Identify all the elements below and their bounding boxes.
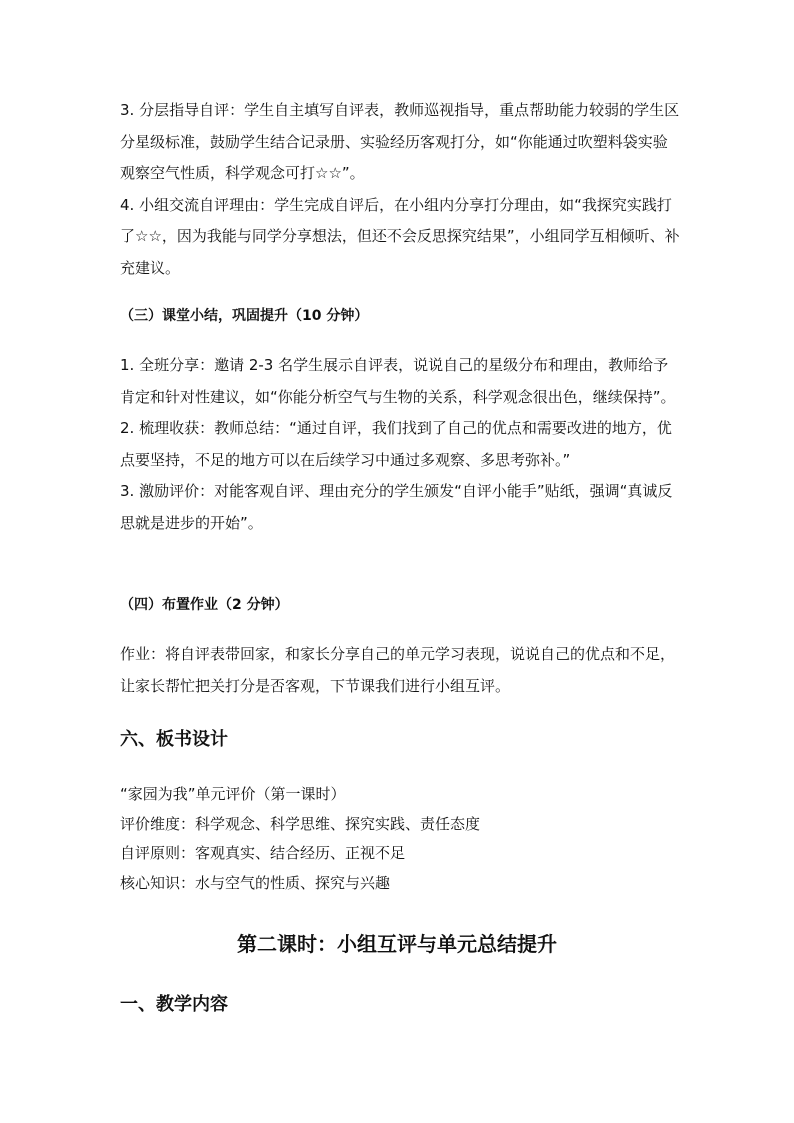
board-line-principles: 自评原则：客观真实、结合经历、正视不足 xyxy=(120,844,406,862)
paragraph-homework: 作业：将自评表带回家，和家长分享自己的单元学习表现，说说自己的优点和不足，让家长帮忙把关打分是否客观，下节课我们进行小组互评。 xyxy=(120,645,676,695)
lesson2-content-heading-block xyxy=(120,992,680,1018)
lesson2-title-block xyxy=(60,930,734,958)
board-line-core-knowledge: 核心知识：水与空气的性质、探究与兴趣 xyxy=(120,873,391,892)
paragraph-summary-3: 3. 激励评价：对能客观自评、理由充分的学生颁发“自评小能手”贴纸，强调“真诚反思就是进步的开始”。 xyxy=(120,482,673,532)
paragraph-step-3: 3. 分层指导自评：学生自主填写自评表，教师巡视指导，重点帮助能力较弱的学生区分星级标准，鼓励学生结合记录册、实验经历客观打分，如“你能通过吹塑料袋实验观察空气性质，科学观念可打☆☆”。 xyxy=(120,101,680,182)
section-heading-homework xyxy=(120,594,680,616)
heading-lesson-2: 第二课时：小组互评与单元总结提升 xyxy=(237,932,557,956)
homework-block xyxy=(120,639,680,702)
paragraph-summary-1: 1. 全班分享：邀请 2-3 名学生展示自评表，说说自己的星级分布和理由，教师给予肯定和针对性建议，如“你能分析空气与生物的关系，科学观念很出色，继续保持”。 xyxy=(120,356,676,406)
paragraph-summary-2: 2. 梳理收获：教师总结：“通过自评，我们找到了自己的优点和需要改进的地方，优点要坚持，不足的地方可以在后续学习中通过多观察、多思考弥补。” xyxy=(120,419,672,469)
board-heading-block xyxy=(120,727,680,753)
heading-class-summary: （三）课堂小结，巩固提升（10 分钟） xyxy=(120,308,369,324)
board-line-dimensions: 评价维度：科学观念、科学思维、探究实践、责任态度 xyxy=(120,814,481,833)
heading-teaching-content: 一、教学内容 xyxy=(120,994,228,1015)
section-heading-summary xyxy=(120,305,680,327)
self-eval-steps xyxy=(120,95,680,284)
paragraph-step-4: 4. 小组交流自评理由：学生完成自评后，在小组内分享打分理由，如“我探究实践打了☆☆，因为我能与同学分享想法，但还不会反思探究结果”，小组同学互相倾听、补充建议。 xyxy=(120,195,680,277)
board-design-lines xyxy=(120,780,680,898)
heading-homework: （四）布置作业（2 分钟） xyxy=(120,597,289,613)
heading-board-design: 六、板书设计 xyxy=(120,729,228,750)
board-line-title: “家园为我”单元评价（第一课时） xyxy=(120,785,346,803)
summary-steps xyxy=(120,350,680,539)
